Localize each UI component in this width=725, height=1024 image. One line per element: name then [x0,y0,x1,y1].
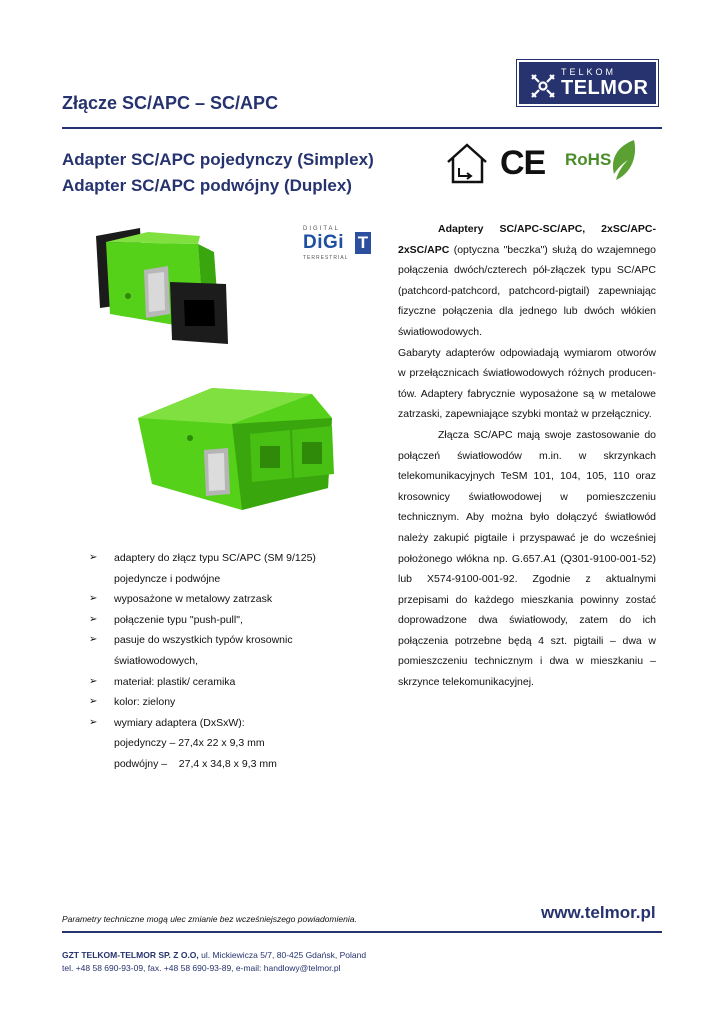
duplex-adapter-image [132,378,362,518]
indoor-use-house-icon [444,140,490,186]
rohs-label: RoHS [565,150,612,169]
description-paragraph-2: Gabaryty adapterów odpowiadają wymiarom otworów w przełącznicach światłowodowych różnych producen-tów. Adaptery fabrycznie wyposażone są w metalowe zatrzaski, zapewniające szybki montaż w przełącznicy. [398,346,656,421]
digit-bottom-text: TERRESTRIAL [303,255,349,261]
telkom-telmor-logo [517,60,658,106]
subtitle-duplex: Adapter SC/APC podwójny (Duplex) [62,176,352,195]
description-paragraph-1 [398,219,656,343]
header-divider [62,127,662,129]
digit-t-box: T [355,232,371,254]
subtitle-simplex: Adapter SC/APC pojedynczy (Simplex) [62,150,374,169]
arrow-bullet-icon: ➢ [89,675,98,687]
arrow-bullet-icon: ➢ [89,552,98,563]
company-name: GZT TELKOM-TELMOR SP. Z O.O, [62,950,199,960]
arrow-bullet-icon: ➢ [89,696,98,708]
list-item: ➢ połączenie typu "push-pull", [89,610,389,631]
website-link[interactable]: www.telmor.pl [541,903,656,922]
list-item: ➢ adaptery do złącz typu SC/APC (SM 9/125) [89,548,389,569]
arrow-bullet-icon: ➢ [89,634,98,646]
footer-contact-line: tel. +48 58 690-93-09, fax. +48 58 690-93-89, e-mail: handlowy@telmor.pl [62,963,341,973]
logo-main-text: TELMOR [561,77,649,99]
disclaimer-note: Parametry techniczne mogą ulec zmianie bez wcześniejszego powiadomienia. [62,914,357,924]
digit-terrestrial-logo [301,226,373,262]
company-address: ul. Mickiewicza 5/7, 80-425 Gdańsk, Poland [198,950,367,960]
list-item-continuation: światłowodowych, [114,654,199,667]
dimension-simplex: pojedynczy – 27,4x 22 x 9,3 mm [114,737,265,750]
description-p1-rest: (optyczna "beczka") służą do wzajemnego połączenia dwóch/czterech pół-złączek typu SC/APC (patchcord-patchcord, patchcord-pigtail) zapewniając fizyczne połączenia dla jednego lub dwóch włókien światłowodowych. [398,243,656,338]
list-item: ➢ pasuje do wszystkich typów krosownic [89,630,389,651]
digit-main-text: DiGi [303,232,345,253]
list-item: ➢ wymiary adaptera (DxSxW): [89,713,389,734]
list-item-continuation: pojedyncze i podwójne [114,572,221,585]
feature-list [89,548,389,775]
simplex-adapter-image [88,222,248,352]
arrow-bullet-icon: ➢ [89,716,98,728]
list-item: ➢ kolor: zielony [89,692,389,713]
ce-mark: CE [500,144,546,182]
description-paragraph-3: Złącza SC/APC mają swoje zastosowanie do połączeń światłowodów m.in. w skrzynkach telekomunikacyjnych TeSM 101, 104, 105, 110 oraz krosownicy światłowodowej w pomieszczeniu technicznym. Aby można było dołączyć światłowód należy zakupić pigtaile i przyspawać je do wcześniej położonego włókna np. G.657.A1 (Q301-9100-001-52) lub X574-9100-001-92. Zgodnie z aktualnymi przepisami do każdego mieszkania powinny zostać doprowadzone dwa światłowody, zatem do ich połączenia potrzebne będą 4 szt. pigtaili – dwa w pomieszczeniu technicznym i dwa w mieszkaniu – skrzynce telekomunikacyjnej. [398,428,656,689]
logo-top-text: TELKOM [561,67,617,77]
dimension-duplex: podwójny – 27,4 x 34,8 x 9,3 mm [114,757,277,770]
digit-top-text: DIGITAL [303,226,340,232]
page-title: Złącze SC/APC – SC/APC [62,93,279,113]
arrow-bullet-icon: ➢ [89,613,98,625]
rohs-leaf-icon [608,138,638,182]
list-item: ➢ materiał: plastik/ ceramika [89,672,389,693]
arrow-bullet-icon: ➢ [89,593,98,605]
footer-divider [62,931,662,933]
list-item: ➢ wyposażone w metalowy zatrzask [89,589,389,610]
footer-address-line [62,950,366,960]
adapter-types-bold: Adaptery SC/APC-SC/APC, 2xSC/APC-2xSC/APC [398,223,656,256]
description-text [398,219,656,693]
logo-mark-icon [529,72,557,100]
